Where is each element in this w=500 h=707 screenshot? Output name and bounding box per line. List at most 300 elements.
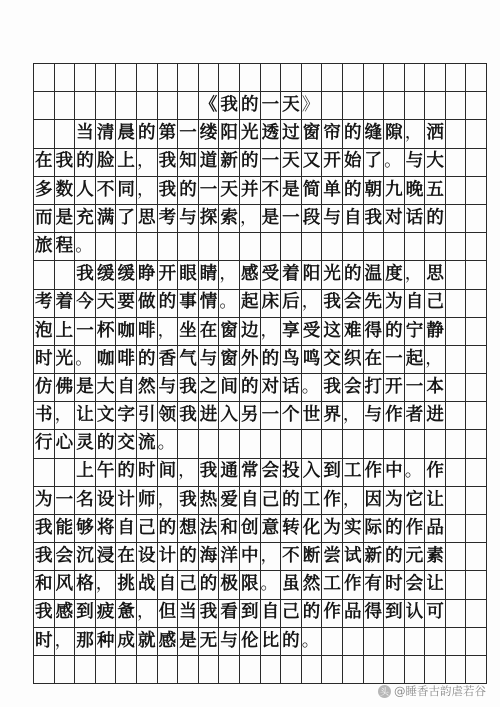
grid-cell: 的: [199, 571, 220, 598]
grid-cell: 的: [343, 120, 364, 147]
grid-cell: 大: [96, 374, 117, 401]
grid-cell: 作: [364, 459, 385, 486]
grid-cell: 。: [75, 233, 96, 260]
grid-cell: [384, 430, 405, 457]
grid-cell: 素: [425, 543, 446, 570]
grid-cell: 一: [199, 177, 220, 204]
grid-row: [34, 92, 487, 120]
grid-cell: 设: [96, 487, 117, 514]
grid-cell: 在: [199, 318, 220, 345]
grid-cell: 我: [34, 600, 55, 627]
grid-cell: [178, 92, 199, 119]
grid-cell: 的: [116, 459, 137, 486]
grid-cell: 交: [116, 430, 137, 457]
grid-cell: 与: [364, 402, 385, 429]
grid-cell: ，: [178, 459, 199, 486]
grid-cell: 尝: [322, 543, 343, 570]
grid-cell: 上: [75, 459, 96, 486]
grid-cell: 自: [240, 487, 261, 514]
grid-cell: [466, 64, 487, 91]
grid-cell: 的: [240, 149, 261, 176]
grid-cell: 》: [302, 92, 323, 119]
grid-cell: ，: [158, 487, 179, 514]
grid-cell: [446, 600, 467, 627]
grid-cell: 光: [240, 120, 261, 147]
grid-cell: 作: [425, 459, 446, 486]
grid-cell: 计: [158, 543, 179, 570]
grid-cell: 元: [405, 543, 426, 570]
grid-cell: 静: [425, 318, 446, 345]
grid-cell: 床: [261, 290, 282, 317]
grid-cell: 就: [137, 628, 158, 655]
grid-cell: 先: [364, 290, 385, 317]
grid-cell: 无: [199, 628, 220, 655]
grid-cell: [240, 656, 261, 683]
grid-cell: 不: [281, 543, 302, 570]
grid-cell: 缝: [364, 120, 385, 147]
grid-cell: 感: [158, 628, 179, 655]
grid-row: [34, 149, 487, 177]
grid-cell: [281, 64, 302, 91]
grid-cell: 浸: [96, 543, 117, 570]
grid-cell: 的: [261, 346, 282, 373]
grid-cell: [116, 656, 137, 683]
grid-cell: 会: [261, 459, 282, 486]
grid-cell: 限: [240, 571, 261, 598]
grid-cell: 清: [96, 120, 117, 147]
grid-cell: 我: [55, 149, 76, 176]
grid-cell: 一: [261, 402, 282, 429]
grid-cell: [240, 64, 261, 91]
grid-cell: [466, 120, 487, 147]
grid-cell: 上: [55, 318, 76, 345]
grid-cell: 在: [34, 149, 55, 176]
grid-cell: [425, 430, 446, 457]
grid-cell: [446, 430, 467, 457]
grid-cell: [446, 64, 467, 91]
grid-cell: ，: [55, 402, 76, 429]
grid-cell: 时: [34, 346, 55, 373]
grid-cell: [446, 571, 467, 598]
grid-cell: [116, 92, 137, 119]
grid-cell: 自: [261, 600, 282, 627]
grid-cell: 思: [425, 261, 446, 288]
grid-cell: 工: [343, 459, 364, 486]
watermark-icon: 头: [378, 685, 391, 698]
grid-cell: [466, 515, 487, 542]
grid-cell: [55, 459, 76, 486]
grid-cell: [425, 64, 446, 91]
grid-cell: 晨: [116, 120, 137, 147]
grid-cell: [34, 120, 55, 147]
grid-cell: 坐: [178, 318, 199, 345]
grid-cell: [322, 92, 343, 119]
grid-cell: [281, 656, 302, 683]
grid-cell: 新: [364, 543, 385, 570]
grid-cell: 段: [302, 205, 323, 232]
grid-cell: [158, 64, 179, 91]
grid-cell: [96, 64, 117, 91]
grid-cell: 缕: [199, 120, 220, 147]
grid-cell: [364, 92, 385, 119]
grid-cell: 天: [219, 177, 240, 204]
grid-cell: 际: [364, 515, 385, 542]
grid-cell: 惫: [116, 600, 137, 627]
grid-row: [34, 656, 487, 684]
grid-cell: 为: [322, 515, 343, 542]
grid-cell: ，: [261, 543, 282, 570]
grid-cell: [466, 543, 487, 570]
grid-cell: [199, 64, 220, 91]
grid-cell: 洒: [425, 120, 446, 147]
grid-cell: [364, 430, 385, 457]
grid-cell: 让: [425, 487, 446, 514]
grid-row: [34, 459, 487, 487]
grid-cell: 窗: [219, 318, 240, 345]
grid-cell: 是: [281, 177, 302, 204]
grid-cell: 的: [137, 346, 158, 373]
watermark: [378, 683, 486, 699]
grid-cell: 挑: [116, 571, 137, 598]
grid-cell: 转: [281, 515, 302, 542]
grid-cell: 的: [281, 487, 302, 514]
grid-cell: [261, 656, 282, 683]
grid-cell: 第: [158, 120, 179, 147]
grid-cell: 今: [75, 290, 96, 317]
grid-cell: 知: [178, 149, 199, 176]
grid-cell: 我: [158, 177, 179, 204]
grid-cell: 者: [405, 402, 426, 429]
grid-cell: [199, 233, 220, 260]
grid-cell: 窗: [302, 120, 323, 147]
grid-cell: 将: [96, 515, 117, 542]
grid-row: [34, 515, 487, 543]
grid-cell: [261, 430, 282, 457]
grid-cell: [158, 92, 179, 119]
grid-cell: 和: [34, 571, 55, 598]
grid-cell: 的: [178, 177, 199, 204]
grid-cell: [322, 430, 343, 457]
grid-cell: 己: [425, 290, 446, 317]
grid-cell: [137, 92, 158, 119]
grid-cell: 让: [425, 571, 446, 598]
grid-cell: 鸣: [302, 346, 323, 373]
grid-cell: [425, 656, 446, 683]
grid-row: [34, 571, 487, 599]
grid-cell: 它: [405, 487, 426, 514]
grid-cell: [55, 120, 76, 147]
grid-cell: [466, 600, 487, 627]
grid-cell: [446, 656, 467, 683]
grid-cell: 自: [116, 374, 137, 401]
grid-cell: [446, 261, 467, 288]
grid-cell: 。: [405, 459, 426, 486]
grid-cell: 午: [96, 459, 117, 486]
grid-cell: [343, 430, 364, 457]
grid-cell: ，: [219, 261, 240, 288]
grid-cell: [466, 290, 487, 317]
grid-cell: 充: [75, 205, 96, 232]
grid-cell: 个: [281, 402, 302, 429]
grid-cell: [116, 233, 137, 260]
grid-cell: 自: [405, 290, 426, 317]
grid-cell: [302, 430, 323, 457]
grid-cell: 一: [261, 92, 282, 119]
watermark-text: @睡香古韵虐若谷: [394, 684, 486, 698]
grid-cell: 我: [322, 290, 343, 317]
grid-cell: 一: [75, 318, 96, 345]
grid-cell: [446, 149, 467, 176]
grid-cell: [446, 346, 467, 373]
grid-cell: ，: [55, 628, 76, 655]
grid-cell: [55, 656, 76, 683]
grid-cell: 杯: [96, 318, 117, 345]
grid-cell: 人: [75, 177, 96, 204]
grid-cell: 的: [240, 92, 261, 119]
grid-cell: ，: [137, 149, 158, 176]
grid-cell: 光: [322, 261, 343, 288]
grid-cell: [425, 628, 446, 655]
grid-cell: 我: [322, 374, 343, 401]
grid-cell: 的: [384, 515, 405, 542]
grid-cell: [446, 318, 467, 345]
grid-cell: 一: [384, 346, 405, 373]
grid-cell: 与: [219, 628, 240, 655]
grid-cell: 的: [178, 543, 199, 570]
grid-cell: 睛: [199, 261, 220, 288]
grid-cell: 通: [219, 459, 240, 486]
grid-cell: 己: [281, 600, 302, 627]
grid-cell: [405, 92, 426, 119]
grid-cell: [137, 656, 158, 683]
grid-cell: [446, 374, 467, 401]
grid-cell: 后: [281, 290, 302, 317]
grid-cell: 不: [261, 177, 282, 204]
grid-cell: 的: [281, 628, 302, 655]
grid-cell: [96, 233, 117, 260]
grid-cell: [137, 233, 158, 260]
grid-cell: 中: [384, 459, 405, 486]
grid-cell: 法: [199, 515, 220, 542]
grid-cell: 到: [240, 600, 261, 627]
grid-cell: 而: [34, 205, 55, 232]
grid-cell: 一: [261, 149, 282, 176]
grid-cell: 灵: [75, 430, 96, 457]
grid-cell: 和: [219, 515, 240, 542]
grid-cell: 打: [364, 374, 385, 401]
grid-cell: [466, 346, 487, 373]
grid-cell: [466, 571, 487, 598]
grid-cell: 织: [343, 346, 364, 373]
grid-cell: 的: [75, 149, 96, 176]
grid-cell: 咖: [96, 346, 117, 373]
grid-cell: [466, 374, 487, 401]
grid-cell: ，: [343, 487, 364, 514]
grid-cell: 进: [199, 402, 220, 429]
grid-row: [34, 374, 487, 402]
grid-cell: 之: [199, 374, 220, 401]
grid-cell: [261, 233, 282, 260]
grid-cell: 己: [137, 515, 158, 542]
grid-cell: [343, 233, 364, 260]
grid-cell: [34, 459, 55, 486]
grid-cell: 。: [384, 149, 405, 176]
grid-cell: 了: [364, 149, 385, 176]
grid-cell: 世: [302, 402, 323, 429]
grid-cell: 气: [178, 346, 199, 373]
grid-cell: 并: [240, 177, 261, 204]
grid-cell: 佛: [55, 374, 76, 401]
grid-cell: 受: [261, 261, 282, 288]
grid-cell: 实: [343, 515, 364, 542]
grid-cell: [446, 233, 467, 260]
grid-cell: 的: [384, 318, 405, 345]
grid-cell: 看: [219, 600, 240, 627]
grid-cell: 啡: [116, 346, 137, 373]
grid-cell: 这: [322, 318, 343, 345]
grid-cell: 入: [302, 459, 323, 486]
grid-cell: 心: [55, 430, 76, 457]
grid-cell: ，: [240, 205, 261, 232]
grid-cell: 常: [240, 459, 261, 486]
grid-cell: [405, 430, 426, 457]
grid-row: [34, 487, 487, 515]
grid-cell: [364, 656, 385, 683]
grid-cell: 大: [425, 149, 446, 176]
grid-cell: 是: [75, 374, 96, 401]
grid-cell: [466, 205, 487, 232]
grid-cell: [446, 628, 467, 655]
grid-cell: 缓: [96, 261, 117, 288]
grid-cell: 。: [75, 346, 96, 373]
grid-cell: 会: [343, 290, 364, 317]
grid-cell: [199, 656, 220, 683]
grid-cell: [466, 628, 487, 655]
grid-cell: 阳: [302, 261, 323, 288]
grid-cell: 领: [158, 402, 179, 429]
grid-cell: ，: [425, 346, 446, 373]
grid-cell: 热: [199, 487, 220, 514]
grid-cell: 咖: [116, 318, 137, 345]
grid-cell: 试: [343, 543, 364, 570]
grid-cell: [466, 402, 487, 429]
grid-cell: [322, 628, 343, 655]
grid-cell: [240, 233, 261, 260]
grid-cell: 我: [178, 402, 199, 429]
grid-cell: 自: [158, 571, 179, 598]
grid-cell: 情: [199, 290, 220, 317]
grid-cell: 起: [240, 290, 261, 317]
grid-cell: [364, 233, 385, 260]
grid-cell: 开: [384, 374, 405, 401]
grid-cell: [405, 64, 426, 91]
grid-cell: 作: [405, 515, 426, 542]
grid-cell: [302, 233, 323, 260]
grid-cell: 天: [281, 149, 302, 176]
grid-cell: [34, 656, 55, 683]
grid-cell: 香: [158, 346, 179, 373]
grid-cell: [240, 430, 261, 457]
grid-cell: 外: [240, 346, 261, 373]
grid-cell: 缓: [116, 261, 137, 288]
grid-cell: [75, 92, 96, 119]
grid-cell: [446, 290, 467, 317]
grid-cell: 的: [343, 261, 364, 288]
grid-row: [34, 543, 487, 571]
grid-cell: 度: [384, 261, 405, 288]
grid-cell: 间: [158, 459, 179, 486]
grid-cell: 虽: [281, 571, 302, 598]
grid-cell: ，: [96, 571, 117, 598]
grid-cell: [219, 233, 240, 260]
grid-cell: 我: [178, 487, 199, 514]
grid-cell: 想: [178, 515, 199, 542]
grid-cell: [178, 64, 199, 91]
grid-cell: [446, 177, 467, 204]
grid-cell: [158, 233, 179, 260]
grid-cell: 与: [199, 346, 220, 373]
grid-cell: 中: [240, 543, 261, 570]
grid-cell: 。: [302, 628, 323, 655]
grid-cell: [384, 233, 405, 260]
grid-cell: 界: [322, 402, 343, 429]
grid-cell: ，: [137, 600, 158, 627]
grid-cell: 同: [116, 177, 137, 204]
grid-cell: 我: [199, 459, 220, 486]
grid-cell: 创: [240, 515, 261, 542]
grid-cell: 意: [261, 515, 282, 542]
grid-cell: 时: [137, 459, 158, 486]
grid-cell: ，: [405, 120, 426, 147]
grid-cell: 光: [55, 346, 76, 373]
grid-cell: 因: [364, 487, 385, 514]
grid-cell: [446, 487, 467, 514]
grid-cell: 的: [158, 515, 179, 542]
grid-cell: [466, 487, 487, 514]
grid-cell: 满: [96, 205, 117, 232]
grid-cell: 化: [302, 515, 323, 542]
grid-cell: 认: [405, 600, 426, 627]
grid-cell: 眼: [178, 261, 199, 288]
grid-cell: 另: [240, 402, 261, 429]
grid-cell: 是: [261, 205, 282, 232]
grid-cell: [96, 92, 117, 119]
grid-cell: [425, 92, 446, 119]
grid-cell: ，: [158, 318, 179, 345]
grid-cell: 入: [219, 402, 240, 429]
grid-cell: [384, 628, 405, 655]
grid-row: [34, 64, 487, 92]
grid-cell: 那: [75, 628, 96, 655]
grid-cell: 上: [116, 149, 137, 176]
grid-cell: 新: [219, 149, 240, 176]
grid-cell: 海: [199, 543, 220, 570]
grid-cell: [178, 233, 199, 260]
grid-cell: ，: [405, 261, 426, 288]
grid-cell: 一: [281, 205, 302, 232]
grid-cell: 计: [116, 487, 137, 514]
grid-cell: 要: [116, 290, 137, 317]
grid-cell: 隙: [384, 120, 405, 147]
grid-cell: 天: [96, 290, 117, 317]
grid-cell: 为: [384, 487, 405, 514]
grid-cell: 当: [75, 120, 96, 147]
grid-cell: 投: [281, 459, 302, 486]
grid-cell: 自: [343, 205, 364, 232]
grid-cell: 然: [302, 571, 323, 598]
grid-cell: [158, 656, 179, 683]
grid-cell: 晚: [405, 177, 426, 204]
